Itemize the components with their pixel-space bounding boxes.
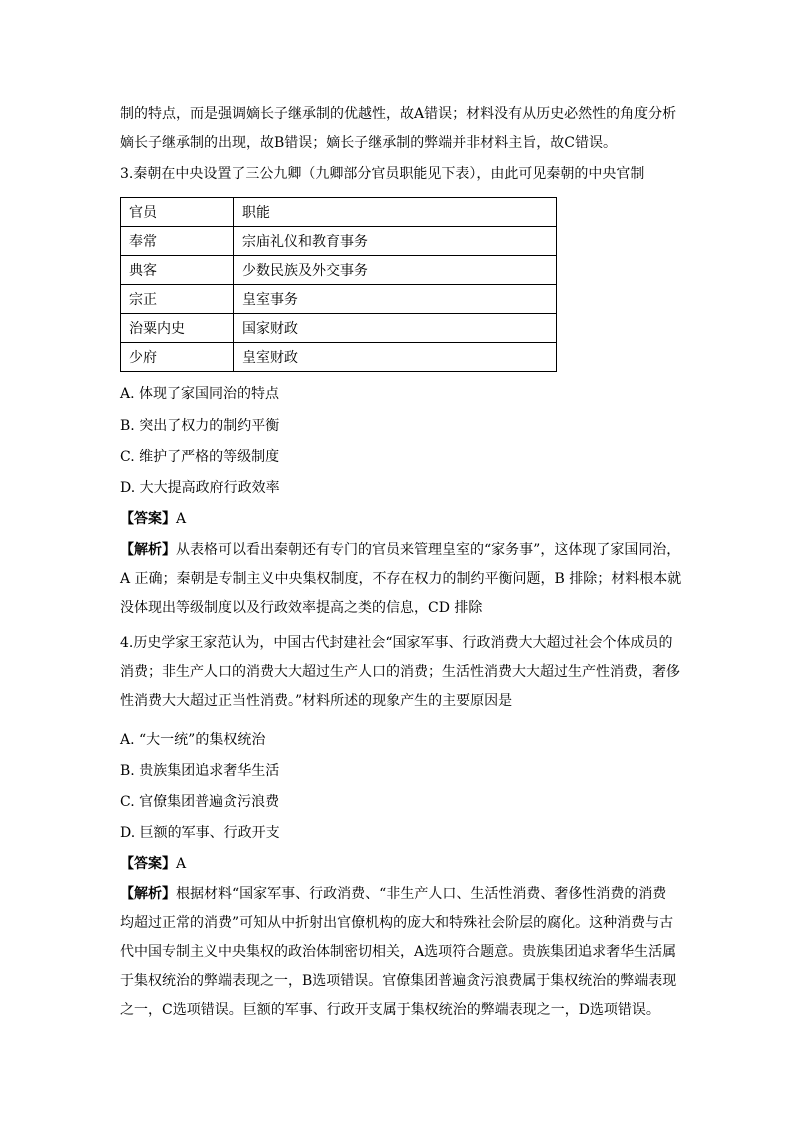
text-line: 于集权统治的弊端表现之一，B选项错误。官僚集团普遍贪污浪费属于集权统治的弊端表现 (120, 973, 677, 989)
q3-analysis (120, 536, 682, 623)
officials-table (120, 197, 557, 372)
table-row (121, 227, 557, 256)
q4-option-b: B. 贵族集团追求奢华生活 (120, 763, 280, 779)
table-cell: 治粟内史 (121, 314, 234, 343)
text-line: 3.秦朝在中央设置了三公九卿（九卿部分官员职能见下表），由此可见秦朝的中央官制 (120, 166, 645, 182)
table-header-cell: 官员 (121, 198, 234, 227)
table-header-row (121, 198, 557, 227)
text-line: 消费；非生产人口的消费大大超过生产人口的消费；生活性消费大大超过生产性消费，奢侈 (120, 664, 680, 680)
answer-label: 【答案】 (120, 856, 176, 872)
table-row (121, 285, 557, 314)
q3-stem (120, 160, 678, 189)
table-cell: 少数民族及外交事务 (234, 256, 557, 285)
q4-option-c: C. 官僚集团普遍贪污浪费 (120, 794, 280, 810)
analysis-label: 【解析】 (120, 886, 176, 902)
table-cell: 典客 (121, 256, 234, 285)
analysis-text: 从表格可以看出秦朝还有专门的官员来管理皇室的“家务事”，这体现了家国同治， (176, 542, 681, 558)
text-line: 制的特点，而是强调嫡长子继承制的优越性，故A错误；材料没有从历史必然性的角度分析 (120, 106, 677, 122)
text-line: 性消费大大超过正当性消费。”材料所述的现象产生的主要原因是 (120, 693, 513, 709)
text-line (120, 536, 681, 565)
q3-answer (120, 509, 186, 529)
answer-value: A (176, 511, 187, 527)
table-cell: 少府 (121, 343, 234, 372)
analysis-label: 【解析】 (120, 542, 176, 558)
q3-option-d: D. 大大提高政府行政效率 (120, 480, 280, 496)
table-cell: 宗庙礼仪和教育事务 (234, 227, 557, 256)
text-line: 没体现出等级制度以及行政效率提高之类的信息，CD 排除 (120, 600, 483, 616)
table-cell: 皇室财政 (234, 343, 557, 372)
q3-option-a: A. 体现了家国同治的特点 (120, 386, 280, 402)
text-line (120, 880, 678, 909)
q4-stem (120, 629, 678, 716)
text-line: A 正确；秦朝是专制主义中央集权制度，不存在权力的制约平衡问题，B 排除；材料根本就 (120, 571, 682, 587)
text-line: 之一，C选项错误。巨额的军事、行政开支属于集权统治的弊端表现之一，D选项错误。 (120, 1002, 660, 1018)
table-row (121, 343, 557, 372)
q4-option-d: D. 巨额的军事、行政开支 (120, 825, 280, 841)
text-line: 均超过正常的消费”可知从中折射出官僚机构的庞大和特殊社会阶层的腐化。这种消费与古 (120, 915, 674, 931)
answer-label: 【答案】 (120, 511, 176, 527)
table-row (121, 314, 557, 343)
table-row (121, 256, 557, 285)
q4-analysis (120, 880, 678, 1025)
table-header-cell: 职能 (234, 198, 557, 227)
table-cell: 国家财政 (234, 314, 557, 343)
text-line: 4.历史学家王家范认为，中国古代封建社会“国家军事、行政消费大大超过社会个体成员的 (120, 635, 673, 651)
table-cell: 皇室事务 (234, 285, 557, 314)
q3-option-b: B. 突出了权力的制约平衡 (120, 418, 280, 434)
table-cell: 宗正 (121, 285, 234, 314)
text-line: 代中国专制主义中央集权的政治体制密切相关，A选项符合题意。贵族集团追求奢华生活属 (120, 944, 677, 960)
intro-paragraph (120, 100, 678, 158)
q3-option-c: C. 维护了严格的等级制度 (120, 449, 280, 465)
analysis-text: 根据材料“国家军事、行政消费、“非生产人口、生活性消费、奢侈性消费的消费 (176, 886, 667, 902)
answer-value: A (176, 856, 187, 872)
table-cell: 奉常 (121, 227, 234, 256)
q4-answer (120, 854, 186, 874)
text-line: 嫡长子继承制的出现，故B错误；嫡长子继承制的弊端并非材料主旨，故C错误。 (120, 135, 617, 151)
q4-option-a: A. “大一统”的集权统治 (120, 732, 266, 748)
